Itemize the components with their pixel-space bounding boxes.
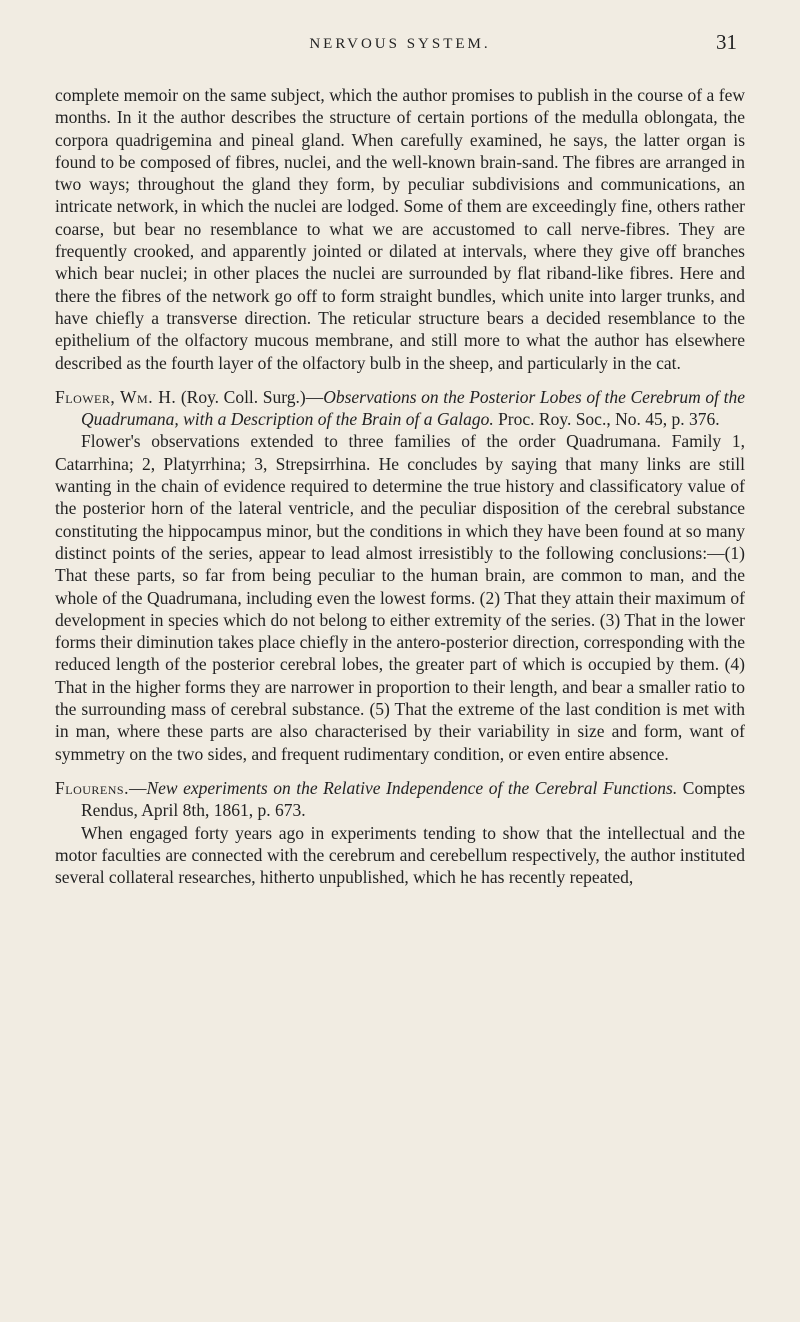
entry-affiliation: (Roy. Coll. Surg.)—: [180, 386, 324, 407]
entry-title: Observations on the Posterior Lobes of the Cerebrum of the Quadrumana, with a Description of the Brain of a Galago.: [81, 386, 745, 430]
entry-title: New experiments on the Relative Independence of the Cerebral Functions.: [146, 777, 678, 798]
bibliography-entry-flower: [55, 386, 745, 431]
entry-summary-flower: Flower's observations extended to three families of the order Quadrumana. Family 1, Catarrhina; 2, Platyrrhina; 3, Strepsirrhina. He concludes by saying that many links are still wanting in the chain of evidence required to determine the true history and classificatory value of the posterior horn of the lateral ventricle, and the peculiar disposition of the cerebral substance constituting the hippocampus minor, but the conditions in which they have been found at so many distinct points of the series, appear to lead almost irresistibly to the following conclusions:—(1) That these parts, so far from being peculiar to the human brain, are common to man, and the whole of the Quadrumana, including even the lowest forms. (2) That they attain their maximum of development in species which do not belong to either extremity of the series. (3) That in the lower forms their diminution takes place chiefly in the antero-posterior direction, corresponding with the reduced length of the posterior cerebral lobes, the greater part of which is occupied by them. (4) That in the higher forms they are narrower in proportion to their length, and bear a smaller ratio to the surrounding mass of cerebral substance. (5) That the extreme of the last condition is met with in man, where these parts are also characterised by their variability in size and form, want of symmetry on the two sides, and frequent rudimentary condition, or even entire absence.: [55, 431, 745, 764]
entry-author: Flower, Wm. H.: [55, 386, 177, 407]
entry-citation: Proc. Roy. Soc., No. 45, p. 376.: [498, 409, 720, 430]
entry-affiliation: —: [128, 777, 147, 798]
entry-citation: Comptes Rendus, April 8th, 1861, p. 673.: [81, 777, 746, 821]
entry-author: Flourens.: [55, 777, 129, 798]
page-number: 31: [716, 30, 737, 54]
bibliography-entry-flourens: [55, 777, 745, 822]
page-header: [55, 30, 745, 62]
entry-summary-flourens: When engaged forty years ago in experiments tending to show that the intellectual and the motor faculties are connected with the cerebrum and cerebellum respectively, the author instituted several collateral researches, hitherto unpublished, which he has recently repeated,: [55, 822, 745, 888]
continuation-paragraph: complete memoir on the same subject, which the author promises to publish in the course of a few months. In it the author describes the structure of certain portions of the medulla oblongata, the corpora quadrigemina and pineal gland. When carefully examined, he says, the latter organ is found to be composed of fibres, nuclei, and the well-known brain-sand. The fibres are arranged in two ways; throughout the gland they form, by peculiar subdivisions and communications, an intricate network, in which the nuclei are lodged. Some of them are exceedingly fine, others rather coarse, but bear no resemblance to what we are accustomed to call nerve-fibres. They are frequently crooked, and apparently jointed or dilated at intervals, where they give off branches which bear nuclei; in other places the nuclei are surrounded by flat riband-like fibres. Here and there the fibres of the network go off to form straight bundles, which unite into larger trunks, and have chiefly a transverse direction. The reticular structure bears a decided resemblance to the epithelium of the olfactory mucous membrane, and still more to what the author has elsewhere described as the fourth layer of the olfactory bulb in the sheep, and particularly in the cat.: [55, 85, 745, 373]
page-body: [55, 84, 745, 888]
running-head: NERVOUS SYSTEM.: [309, 36, 491, 52]
